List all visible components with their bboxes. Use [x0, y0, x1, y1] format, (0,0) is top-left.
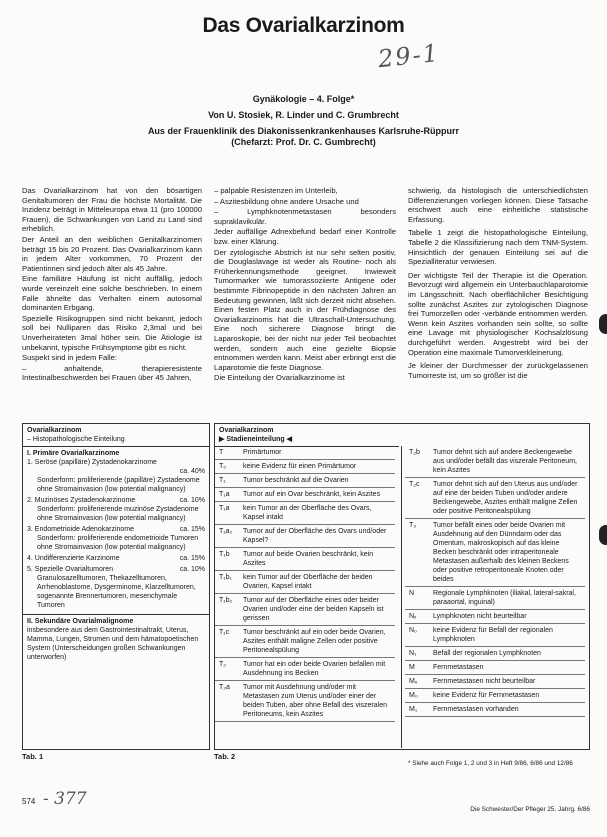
tnm-description: keine Evidenz für Befall der regionalen Lymphknoten [433, 627, 553, 643]
item-subtype: Granulosazelltumoren, Thekazelltumoren, Arrhenoblastome, Dysgerminome, Klarzelltumoren, sogenannte Brennertumoren, mesenchymale Tumoren [37, 575, 196, 609]
affiliation-chief: (Chefarzt: Prof. Dr. C. Gumbrecht) [231, 137, 376, 147]
table-2-tnm-staging [214, 423, 590, 750]
tnm-row [215, 474, 395, 488]
tnm-description: Tumor befällt eines oder beide Ovarien mit Ausdehnung auf den Dünndarm oder das Omentum, makroskopisch auf das kleine Becken beschränkt oder intraperitoneale Metastasen außerhalb des kleinen Beckens oder positive retroperitoneale Knoten oder beides [433, 522, 569, 583]
tnm-row [405, 661, 585, 675]
text-column-1 [22, 186, 202, 384]
paragraph: Der Anteil an den weiblichen Genitalkarzinomen beträgt 15 bis 20 Prozent. Das Ovarialkarzinom kann in jedem Alter vorkommen, 70 Prozent der Patientinnen sind jedoch älter als 45 Jahre. [22, 234, 202, 273]
bullet-item: – palpable Resistenzen im Unterleib, [214, 186, 338, 195]
table-1-item [23, 554, 209, 565]
table-1-subtitle: – Histopathologische Einteilung [27, 436, 125, 443]
tnm-description: Tumor mit Ausdehnung und/oder mit Metastasen zum Uterus und/oder einer der beiden Tuben, aber ohne Befall des viszeralen Peritoneums, kein Aszites [243, 684, 387, 718]
tnm-description: Tumor auf der Oberfläche eines oder beider Ovarien und/oder eine der beiden Kapseln ist gerissen [243, 597, 384, 622]
handwritten-page-number: - 377 [43, 789, 87, 809]
tnm-row [215, 525, 395, 548]
authors-line: Von U. Stosiek, R. Linder und C. Grumbrecht [208, 110, 399, 120]
table-2-caption: Tab. 2 [214, 752, 236, 761]
tnm-code: T₃ [409, 522, 417, 529]
paragraph: Je kleiner der Durchmesser der zurückgelassenen Tumorreste ist, um so größer ist die [408, 361, 588, 380]
tnm-row [215, 571, 395, 594]
item-label: 4. Undifferenzierte Karzinome [27, 555, 120, 562]
tnm-row [215, 594, 395, 626]
tnm-code: T₁b [219, 551, 230, 558]
table-1-item [23, 525, 209, 554]
tnm-code: T₂b [409, 449, 420, 456]
table-1-title: Ovarialkarzinom [27, 427, 82, 434]
tnm-row [215, 626, 395, 658]
tnm-row [215, 502, 395, 525]
binder-hole-icon [599, 525, 607, 545]
tnm-description: kein Tumor auf der Oberfläche der beiden Ovarien, Kapsel intakt [243, 574, 373, 590]
text-column-2 [214, 186, 396, 384]
table-1-section-primary: I. Primäre Ovarialkarzinome [27, 450, 120, 457]
table-1-item [23, 458, 209, 496]
tnm-code: N [409, 590, 415, 597]
table-1-section-secondary: II. Sekundäre Ovarialmalignome [27, 618, 134, 625]
item-label: 2. Muzinöses Zystadenokarzinome [27, 497, 136, 504]
tnm-description: kein Tumor an der Oberfläche des Ovars, Kapsel intakt [243, 505, 372, 521]
tnm-row [215, 681, 395, 722]
tnm-description: Tumor beschränkt auf die Ovarien [243, 477, 349, 484]
tnm-code: T₁c [219, 629, 230, 636]
tnm-code: Nₓ [409, 613, 417, 620]
paragraph: Die Einteilung der Ovarialkarzinome ist [214, 373, 345, 383]
tnm-row [405, 519, 585, 587]
table-2-header [215, 424, 399, 447]
table-2-title: Ovarialkarzinom [219, 427, 274, 434]
tnm-code: T₁a [219, 491, 230, 498]
bullet-item: – Aszitesbildung ohne andere Ursache und [214, 196, 359, 206]
tnm-row [215, 488, 395, 502]
column-divider [401, 446, 402, 748]
table-2-right-column [405, 446, 585, 717]
tnm-description: Primärtumor [243, 449, 282, 456]
table-1-caption: Tab. 1 [22, 752, 44, 761]
tnm-row [405, 703, 585, 717]
paragraph: Der wichtigste Teil der Therapie ist die Operation. Bevorzugt wird allgemein ein Unterbauchlaparotomie im Längsschnitt. Nach oberflächlicher Besichtigung sollte zunächst Aszites zur zytologischen Diagnose frei Tumorzellen oder -verbände entnommen werden. Wenn kein Aszites vorhanden sein sollte, so sollte eine Lavage mit physiologischer Kochsalzlösung durchgeführt werden. Angestrebt wird bei der Operation eine maximale Tumorverkleinerung. [408, 270, 588, 357]
series-subtitle: Gynäkologie – 4. Folge* [252, 94, 355, 104]
tnm-row [215, 446, 395, 460]
table-1-secondary-text: insbesondere aus dem Gastrointestinaltrakt, Uterus, Mamma, Lungen, Strumen und dem hämatopoetischen System (Unterscheidungen großen Schwankungen unterworfen) [27, 627, 199, 661]
tnm-description: Tumor dehnt sich auf andere Beckengewebe aus und/oder befällt das viszerale Peritoneum, kein Aszites [433, 449, 577, 474]
tnm-code: M₁ [409, 706, 418, 713]
tnm-description: Lymphknoten nicht beurteilbar [433, 613, 527, 620]
tnm-row [215, 548, 395, 571]
table-1-header [23, 424, 209, 447]
binder-hole-icon [599, 314, 607, 334]
item-subtype: Sonderform: proliferierende endometrioide Tumoren ohne Stromainvasion (low potential malignancy) [37, 535, 199, 551]
tnm-row [215, 658, 395, 681]
paragraph: Eine familiäre Häufung ist nicht auffällig, jedoch wurde vereinzelt eine solche beschrieben. In einem Falle ähnelte das Verhalten einem autosomal dominanten Erbgang. [22, 274, 202, 313]
table-1-item [23, 496, 209, 525]
tnm-description: Tumor hat ein oder beide Ovarien befallen mit Ausdehnung ins Becken [243, 661, 386, 677]
item-percent: ca. 15% [179, 526, 205, 533]
tnm-code: T₂a [219, 684, 230, 691]
paragraph: Spezielle Risikogruppen sind nicht bekannt, jedoch soll bei Nulliparen das Risiko 2,3mal und bei Unverheirateten 3mal höher sein. Die Ätiologie ist unbekannt, typische Frühsymptome gibt es nicht. [22, 313, 202, 352]
paragraph: schwierig, da histologisch die unterschiedlichsten Differenzierungen vorliegen können. Diese Tatsache erschwert auch eine einheitliche statistische Erfassung. [408, 186, 588, 224]
tnm-description: keine Evidenz für Fernmetastasen [433, 692, 540, 699]
tnm-row [405, 446, 585, 478]
table-1-histopathology [22, 423, 210, 750]
table-2-subtitle: ▶ Stadieneinteilung ◀ [219, 436, 292, 443]
bullet-item: – anhaltende, therapieresistente Intestinalbeschwerden bei Frauen über 45 Jahren, [22, 363, 202, 383]
tnm-code: T₁ [219, 477, 226, 484]
tnm-code: T [219, 449, 224, 456]
paragraph: Der zytologische Abstrich ist nur sehr selten positiv, die Douglaslavage ist weder als Routine- noch als Früherkennungsmethode geeignet. Inwieweit Tumormarker wie tumorassoziierte Antigene oder bestimmte Fibrinopeptide in den nächsten Jahren an Bedeutung gewinnen, läßt sich derzeit nicht absehen. Einen festen Platz auch in der Frühdiagnose des Ovarialkarzinoms hat die Ultraschall-Untersuchung. Eine noch sicherere Diagnose bringt die Laparoskopie, bei der nicht nur jeder Teil beobachtet werden, sondern auch eine gezielte Biopsie entnommen werden kann. Meist aber erbringt erst die Laparotomie die feste Diagnose. [214, 247, 396, 372]
tnm-code: T₀ [219, 463, 227, 470]
footnote: * Siehe auch Folge 1, 2 und 3 in Heft 9/86, 6/86 und 12/86 [408, 760, 573, 767]
paragraph: Das Ovarialkarzinom hat von den bösartigen Genitaltumoren der Frau die höchste Mortalität. Die Inzidenz beträgt in Mitteleuropa etwa 11 (pro 100000 Frauen), die Schwankungen von Land zu Land sind erheblich. [22, 186, 202, 234]
item-label: 3. Endometrioide Adenokarzinome [27, 526, 135, 533]
tnm-code: M [409, 664, 415, 671]
item-label: 1. Seröse (papilläre) Zystadenokarzinome [27, 459, 157, 466]
page-number: 574 [22, 797, 36, 806]
item-subtype: Sonderform: proliferierende muzinöse Zystadenome ohne Stromainvasion (low potential malignancy) [37, 506, 199, 522]
tnm-row [405, 647, 585, 661]
affiliation-clinic: Aus der Frauenklinik des Diakonissenkrankenhauses Karlsruhe-Rüppurr [147, 126, 460, 136]
tnm-description: Tumor auf beide Ovarien beschränkt, kein Aszites [243, 551, 374, 567]
paragraph: Jeder auffällige Adnexbefund bedarf einer Kontrolle bzw. einer Klärung. [214, 227, 396, 246]
tnm-row [405, 587, 585, 610]
tnm-code: T₁a₂ [219, 528, 233, 535]
tnm-description: Tumor dehnt sich auf den Uterus aus und/oder auf eine der beiden Tuben und/oder andere Beckengewebe, Aszites enthält maligne Zellen oder positive Peritonealspülung [433, 481, 578, 515]
tnm-code: M₀ [409, 692, 418, 699]
tnm-code: T₂ [219, 661, 226, 668]
tnm-code: N₁ [409, 650, 417, 657]
table-1-item [23, 565, 209, 612]
tnm-description: Befall der regionalen Lymphknoten [433, 650, 541, 657]
tnm-description: Regionale Lymphknoten (iliakal, lateral-sakral, paraaortal, inguinal) [433, 590, 576, 606]
tnm-row [405, 624, 585, 647]
tnm-row [405, 610, 585, 624]
item-percent: ca. 40% [179, 468, 205, 475]
item-label: 5. Spezielle Ovarialtumoren [27, 566, 113, 573]
tnm-code: N₀ [409, 627, 417, 634]
paragraph: Tabelle 1 zeigt die histopathologische Einteilung, Tabelle 2 die Klassifizierung nach dem TNM-System. Hinsichtlich der genauen Einteilung sei auf die Spezialliteratur verwiesen. [408, 228, 588, 267]
item-percent: ca. 10% [179, 566, 205, 573]
tnm-description: Tumor beschränkt auf ein oder beide Ovarien, Aszites enthält maligne Zellen oder positive Peritonealspülung [243, 629, 386, 654]
bullet-item: – Lymphknotenmetastasen besonders supraklavikulär. [214, 207, 396, 226]
tnm-code: T₁a [219, 505, 230, 512]
tnm-code: T₁b₁ [219, 574, 232, 581]
item-percent: ca. 15% [179, 555, 205, 562]
article-title: Das Ovarialkarzinom [202, 14, 405, 37]
tnm-code: T₁b₂ [219, 597, 233, 604]
item-percent: ca. 10% [179, 497, 205, 504]
tnm-code: T₂c [409, 481, 420, 488]
journal-footer: Die Schwester/Der Pfleger 25. Jahrg. 6/86 [470, 806, 590, 813]
tnm-row [405, 675, 585, 689]
tnm-row [405, 478, 585, 519]
tnm-description: Fernmetastasen nicht beurteilbar [433, 678, 536, 685]
tnm-description: keine Evidenz für einen Primärtumor [243, 463, 357, 470]
paragraph: Suspekt sind in jedem Falle: [22, 353, 117, 363]
tnm-description: Tumor auf der Oberfläche des Ovars und/oder Kapsel? [243, 528, 387, 544]
item-subtype: Sonderform: proliferierende (papilläre) Zystadenome ohne Stromainvasion (low potential malignancy) [37, 477, 200, 493]
affiliation [60, 126, 547, 148]
handwritten-note: 29-1 [376, 38, 442, 74]
tnm-description: Fernmetastasen [433, 664, 484, 671]
text-column-3 [408, 186, 588, 384]
tnm-description: Fernmetastasen vorhanden [433, 706, 519, 713]
table-2-left-column [215, 446, 395, 722]
tnm-row [405, 689, 585, 703]
tnm-description: Tumor auf ein Ovar beschränkt, kein Aszites [243, 491, 381, 498]
tnm-row [215, 460, 395, 474]
tnm-code: Mₓ [409, 678, 418, 685]
